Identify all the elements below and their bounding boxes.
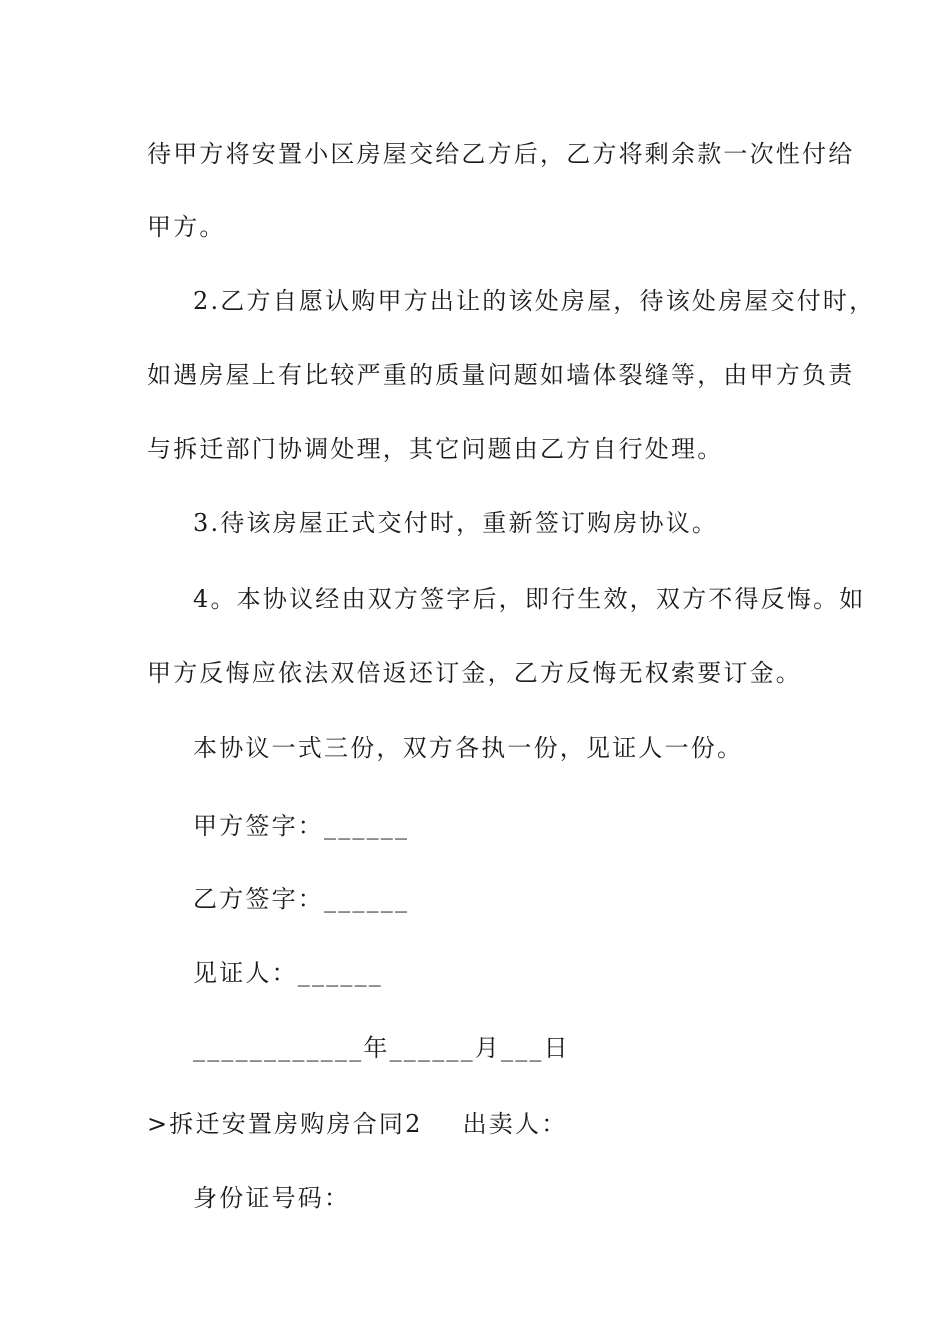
id-number-label: 身份证号码： (193, 1184, 351, 1212)
party-b-signature: 乙方签字：______ (193, 885, 410, 913)
clause-2-line-1: 2.乙方自愿认购甲方出让的该处房屋，待该处房屋交付时， (193, 287, 876, 315)
clause-3: 3.待该房屋正式交付时，重新签订购房协议。 (193, 509, 719, 537)
paragraph-1-line-2: 甲方。 (147, 213, 226, 241)
witness-signature: 见证人：______ (193, 959, 383, 987)
contract-heading (147, 1108, 567, 1140)
party-a-signature: 甲方签字：______ (193, 812, 410, 840)
contract-title: >拆迁安置房购房合同2 (147, 1110, 423, 1138)
clause-2-line-3: 与拆迁部门协调处理，其它问题由乙方自行处理。 (147, 435, 724, 463)
paragraph-1-line-1: 待甲方将安置小区房屋交给乙方后，乙方将剩余款一次性付给 (147, 140, 855, 168)
clause-4-line-2: 甲方反悔应依法双倍返还订金，乙方反悔无权索要订金。 (147, 659, 802, 687)
seller-label: 出卖人： (462, 1110, 568, 1138)
clause-4-line-1: 4。本协议经由双方签字后，即行生效，双方不得反悔。如 (193, 585, 866, 613)
clause-2-line-2: 如遇房屋上有比较严重的质量问题如墙体裂缝等，由甲方负责 (147, 361, 855, 389)
date-line: ____________年______月___日 (193, 1034, 570, 1062)
copies-statement: 本协议一式三份，双方各执一份，见证人一份。 (193, 734, 744, 762)
